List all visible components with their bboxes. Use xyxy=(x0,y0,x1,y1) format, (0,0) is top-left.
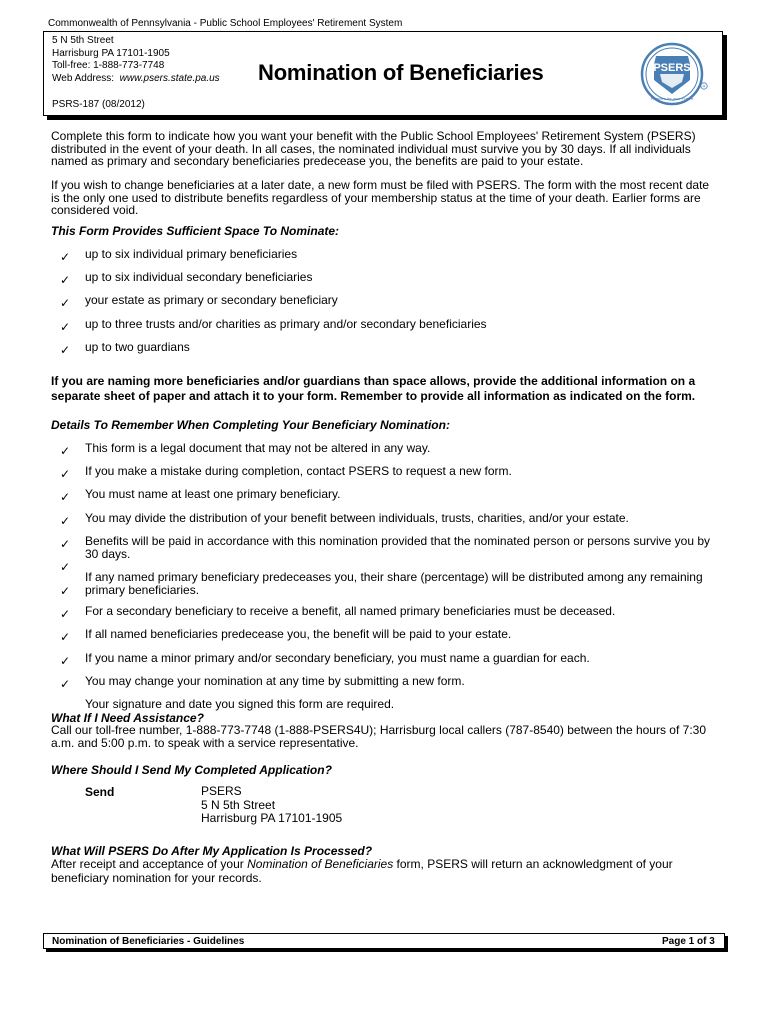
header-address xyxy=(52,35,220,85)
web-label: Web Address: xyxy=(52,72,115,84)
send-heading: Where Should I Send My Completed Application? xyxy=(51,763,332,777)
after-text-1: After receipt and acceptance of your xyxy=(51,857,248,871)
check-icon: ✓ xyxy=(60,514,71,528)
check-icon: ✓ xyxy=(60,490,71,504)
check-icon: ✓ xyxy=(60,250,71,264)
space-item: up to two guardians xyxy=(85,340,190,354)
address-line-2: Harrisburg PA 17101-1905 xyxy=(52,47,170,59)
check-icon: ✓ xyxy=(60,607,71,621)
details-item: If any named primary beneficiary predeceases you, their share (percentage) will be distributed among any remaining primary beneficiaries. xyxy=(85,570,703,597)
details-item: This form is a legal document that may not be altered in any way. xyxy=(85,441,431,455)
check-icon: ✓ xyxy=(60,296,71,310)
check-icon: ✓ xyxy=(60,630,71,644)
details-item: You may change your nomination at any time by submitting a new form. xyxy=(85,674,465,688)
agency-name: Commonwealth of Pennsylvania - Public School Employees' Retirement System xyxy=(48,18,403,29)
details-item: Benefits will be paid in accordance with this nomination provided that the nominated person or persons survive you by 30 days. xyxy=(85,534,711,561)
details-item: If all named beneficiaries predecease you, the benefit will be paid to your estate. xyxy=(85,627,512,641)
additional-info-note: If you are naming more beneficiaries and/or guardians than space allows, provide the additional information on a separate sheet of paper and attach it to your form. Remember to provide all information as indicated on the form. xyxy=(51,374,696,403)
check-icon: ✓ xyxy=(60,654,71,668)
svg-text:R: R xyxy=(702,83,706,89)
form-number: PSRS-187 (08/2012) xyxy=(52,99,145,110)
check-icon: ✓ xyxy=(60,677,71,691)
check-icon: ✓ xyxy=(60,320,71,334)
send-address-line-2: 5 N 5th Street xyxy=(201,797,276,812)
send-address xyxy=(201,785,342,826)
details-item: If you make a mistake during completion, contact PSERS to request a new form. xyxy=(85,464,512,478)
page-number: Page 1 of 3 xyxy=(662,936,715,947)
check-icon: ✓ xyxy=(60,560,71,574)
send-address-line-3: Harrisburg PA 17101-1905 xyxy=(201,811,343,825)
send-address-line-1: PSERS xyxy=(201,784,242,798)
after-text-form-name: Nomination of Beneficiaries xyxy=(247,857,394,871)
space-item: your estate as primary or secondary beneficiary xyxy=(85,293,338,307)
logo-tagline: Partners for your Future xyxy=(650,96,694,101)
details-item: Your signature and date you signed this form are required. xyxy=(85,697,395,711)
space-item: up to six individual primary beneficiaries xyxy=(85,247,298,261)
space-item: up to six individual secondary beneficiaries xyxy=(85,270,313,284)
check-icon: ✓ xyxy=(60,584,71,598)
logo-text: PSERS xyxy=(653,62,691,74)
tollfree-line: Toll-free: 1-888-773-7748 xyxy=(52,60,165,71)
web-address-line xyxy=(52,73,220,86)
intro-paragraph-2: If you wish to change beneficiaries at a later date, a new form must be filed with PSERS. The form with the most recent date is the only one used to distribute benefits regardless of your membership status at the time of your death. Earlier forms are considered void. xyxy=(51,178,710,217)
send-label: Send xyxy=(85,785,115,799)
details-item: You may divide the distribution of your benefit between individuals, trusts, charities, and/or your estate. xyxy=(85,511,629,525)
check-icon: ✓ xyxy=(60,273,71,287)
details-item: You must name at least one primary beneficiary. xyxy=(85,487,341,501)
footer-title: Nomination of Beneficiaries - Guidelines xyxy=(52,936,245,947)
assistance-text: Call our toll-free number, 1-888-773-7748 (1-888-PSERS4U); Harrisburg local callers (787-8540) between the hours of 7:30 a.m. and 5:00 p.m. to speak with a service representative. xyxy=(51,723,707,750)
check-icon: ✓ xyxy=(60,343,71,357)
check-icon: ✓ xyxy=(60,537,71,551)
details-item: If you name a minor primary and/or secondary beneficiary, you must name a guardian for each. xyxy=(85,651,590,665)
space-item: up to three trusts and/or charities as primary and/or secondary beneficiaries xyxy=(85,317,487,331)
space-heading: This Form Provides Sufficient Space To Nominate: xyxy=(51,224,340,238)
web-address-link[interactable]: www.psers.state.pa.us xyxy=(119,72,220,84)
after-heading: What Will PSERS Do After My Application Is Processed? xyxy=(51,844,373,858)
address-line-1: 5 N 5th Street xyxy=(52,35,114,46)
check-icon: ✓ xyxy=(60,467,71,481)
page-title: Nomination of Beneficiaries xyxy=(258,60,544,85)
after-text xyxy=(51,857,711,885)
psers-logo xyxy=(638,40,710,108)
details-item: For a secondary beneficiary to receive a benefit, all named primary beneficiaries must be deceased. xyxy=(85,604,616,618)
intro-paragraph-1: Complete this form to indicate how you want your benefit with the Public School Employees' Retirement System (PSERS) distributed in the event of your death. In all cases, the nominated individual must survive you by 30 days. If all individuals named as primary and secondary beneficiaries predecease you, the benefits are paid to your estate. xyxy=(51,129,696,168)
details-heading: Details To Remember When Completing Your Beneficiary Nomination: xyxy=(51,418,450,432)
check-icon: ✓ xyxy=(60,444,71,458)
after-text-2: form, PSERS will return an acknowledgment of your beneficiary nomination for your records. xyxy=(51,857,673,885)
assistance-heading: What If I Need Assistance? xyxy=(51,711,204,725)
